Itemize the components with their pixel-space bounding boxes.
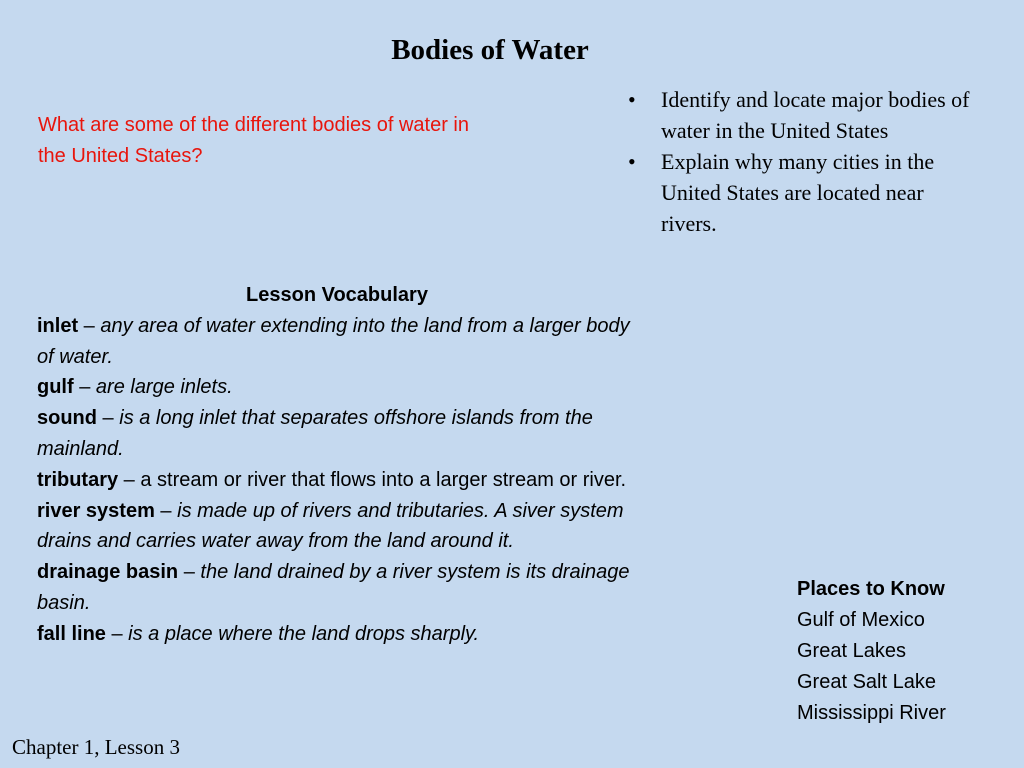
vocab-definition: any area of water extending into the land from a larger body of water.: [37, 314, 630, 368]
vocab-separator: –: [78, 314, 101, 337]
vocab-term: river system: [37, 499, 155, 522]
lesson-vocabulary: [37, 280, 637, 650]
vocab-definition: is a long inlet that separates offshore islands from the mainland.: [37, 407, 593, 460]
vocab-definition: are large inlets.: [95, 376, 233, 399]
vocab-definition: is made up of rivers and tributaries. A siver system drains and carries water away from the land around it.: [37, 499, 624, 553]
place-item: Mississippi River: [797, 702, 946, 724]
objective-text: Identify and locate major bodies of water in the United States: [661, 87, 970, 143]
vocab-entry-river-system: [37, 496, 637, 558]
slide-footer: Chapter 1, Lesson 3: [12, 735, 180, 759]
vocab-separator: –: [178, 561, 201, 584]
objective-item: [628, 146, 973, 239]
place-item: Great Salt Lake: [797, 671, 936, 693]
vocabulary-heading: Lesson Vocabulary: [246, 284, 428, 306]
vocab-term: tributary: [37, 468, 119, 491]
vocab-entry-drainage-basin: [37, 557, 637, 619]
vocab-separator: –: [105, 622, 129, 645]
places-heading: Places to Know: [797, 578, 945, 600]
places-to-know: [797, 574, 1017, 729]
vocab-definition: the land drained by a river system is its drainage basin.: [37, 561, 630, 614]
objective-item: [628, 84, 973, 146]
place-item: Great Lakes: [797, 640, 906, 662]
vocab-separator: –: [154, 499, 178, 522]
vocab-term: fall line: [37, 622, 106, 645]
vocab-term: inlet: [37, 314, 79, 337]
vocab-entry-gulf: [37, 372, 637, 403]
vocab-entry-sound: [37, 403, 637, 465]
slide-title: Bodies of Water: [391, 34, 589, 66]
vocab-definition: a stream or river that flows into a larger stream or river.: [140, 468, 627, 491]
focus-question: What are some of the different bodies of water in the United States?: [38, 114, 469, 167]
vocab-separator: –: [97, 407, 120, 430]
bullet-icon: •: [628, 149, 636, 174]
vocab-entry-tributary: [37, 465, 637, 496]
vocab-separator: –: [118, 468, 141, 491]
vocab-separator: –: [73, 376, 96, 399]
place-item: Gulf of Mexico: [797, 609, 925, 631]
objective-text: Explain why many cities in the United States are located near rivers.: [661, 149, 935, 236]
vocab-definition: is a place where the land drops sharply.: [128, 622, 480, 645]
vocab-entry-inlet: [37, 311, 637, 373]
bullet-icon: •: [628, 87, 636, 112]
vocab-term: drainage basin: [37, 561, 179, 584]
vocab-term: sound: [37, 407, 97, 430]
objectives-list: [628, 84, 973, 239]
vocab-term: gulf: [37, 376, 74, 399]
vocab-entry-fall-line: [37, 619, 637, 650]
